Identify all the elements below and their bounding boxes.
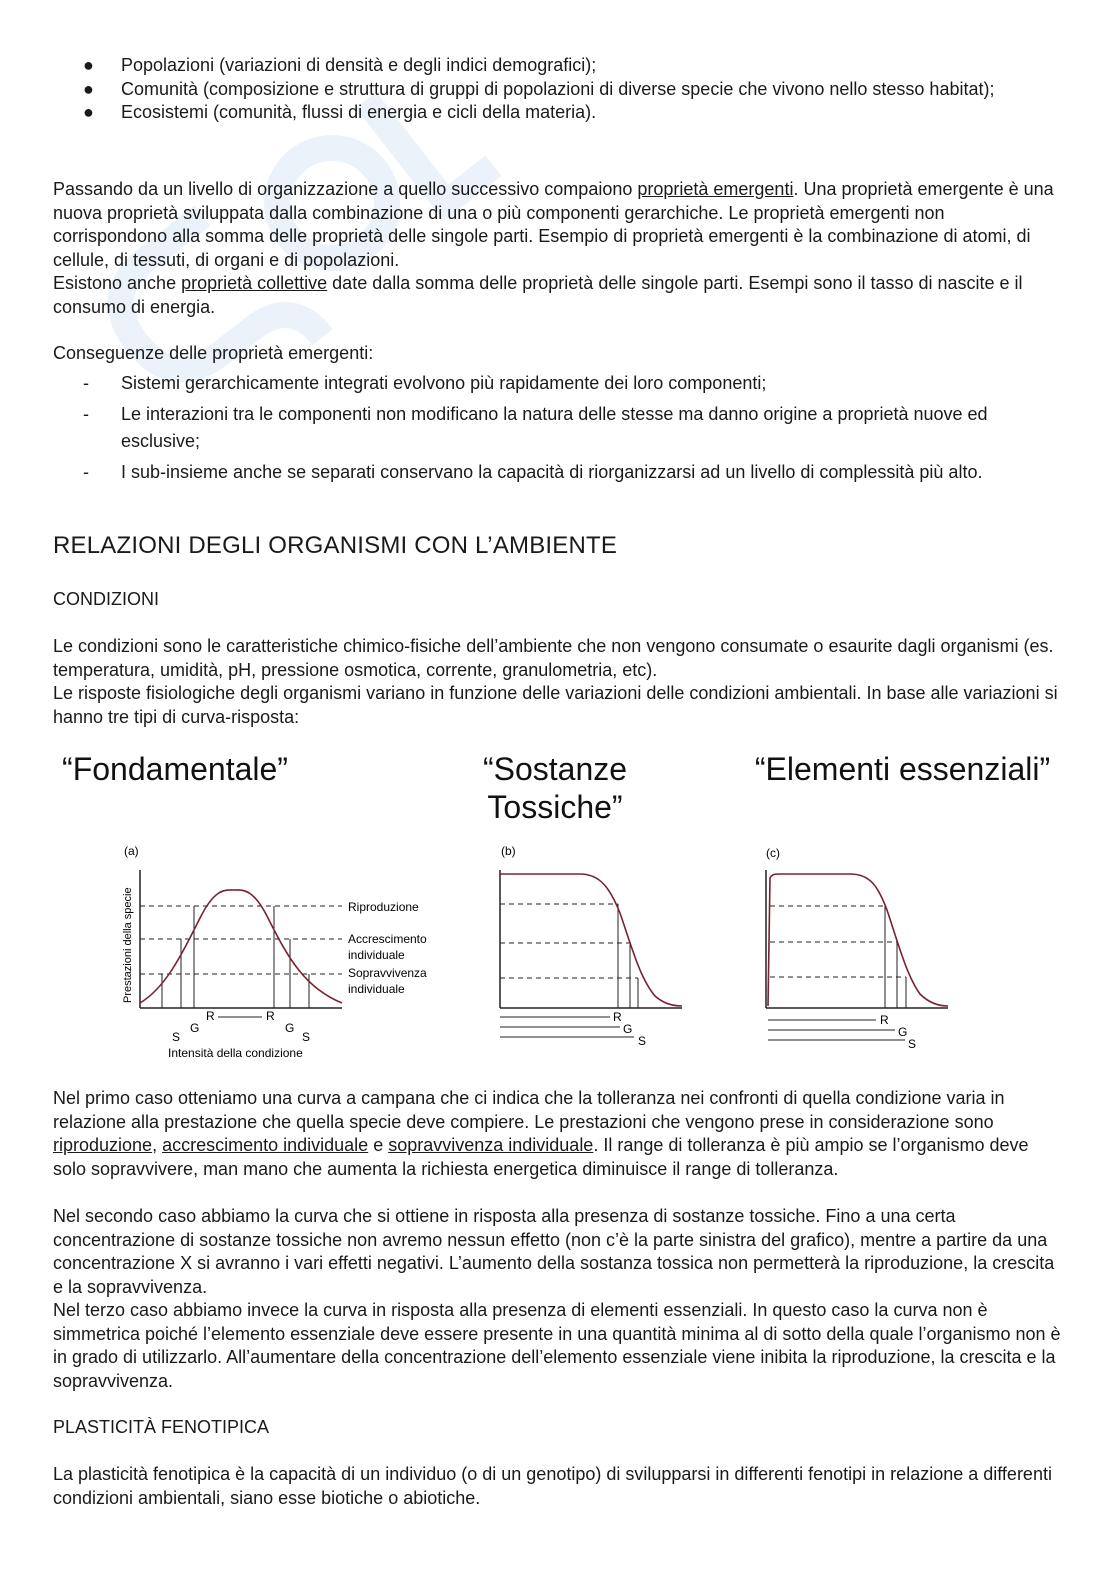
label-sopravvivenza-2: individuale [348,982,405,996]
range-label-r: R [880,1013,889,1027]
panel-c [766,846,948,1051]
label-riproduzione: Riproduzione [348,900,419,914]
consequences-intro: Conseguenze delle proprietà emergenti: [53,343,374,363]
list-item: ● Popolazioni (variazioni di densità e degli indici demografici); [83,55,597,75]
consequences-list [53,370,1063,486]
panel-b-label: (b) [501,844,516,858]
paragraph-case-1: Nel primo caso otteniamo una curva a campana che ci indica che la tolleranza nei confronti di quella condizione varia in relazione alla prestazione che quella specie deve compiere. Le prestazioni che vengono prese in considerazione sono riproduzione, accrescimento individuale e sopravvivenza individuale. Il range di tolleranza è più ampio se l’organismo deve solo sopravvivere, man mano che aumenta la richiesta energetica diminuisce il range di tolleranza. [53,1088,1029,1179]
range-label-g: G [285,1021,295,1035]
x-axis-label: Intensità della condizione [168,1046,303,1060]
paragraph-case-3: Nel terzo caso abbiamo invece la curva in risposta alla presenza di elementi essenziali. In questo caso la curva non è simmetrica poiché l’elemento essenziale deve essere presente in una quantità minima al di sotto della quale l’organismo non è in grado di utilizzarlo. All’aumentare della concentrazione dell’elemento essenziale viene inibita la riproduzione, la crescita e la sopravvivenza. [53,1300,1061,1391]
paragraph-case-2: Nel secondo caso abbiamo la curva che si ottiene in risposta alla presenza di sostanze tossiche. Fino a una certa concentrazione di sostanze tossiche non avremo nessun effetto (non c’è la parte sinistra del grafico), mentre a partire da una concentrazione X si avranno i vari effetti negativi. L’aumento della sostanza tossica non permetterà la riproduzione, la crescita e la sopravvivenza. [53,1206,1055,1297]
top-bullet-list [53,54,1063,125]
label-sopravvivenza: Sopravvivenza [348,966,427,980]
range-label-g: G [898,1025,908,1039]
list-item: ● Comunità (composizione e struttura di gruppi di popolazioni di diverse specie che vivono nello stesso habitat); [83,78,995,99]
panel-b [500,844,682,1048]
term-emergent: proprietà emergenti [637,179,794,199]
term-accrescimento: accrescimento individuale [162,1135,369,1155]
panel-a-label: (a) [124,844,139,858]
term-sopravvivenza: sopravvivenza individuale [388,1135,594,1155]
range-label-s: S [908,1037,917,1051]
term-riproduzione: riproduzione [53,1135,153,1155]
range-label-s: S [302,1030,311,1044]
toxic-curve [500,874,682,1006]
paragraph-responses: Le risposte fisiologiche degli organismi variano in funzione delle variazioni delle condizioni ambientali. In base alle variazioni si hanno tre tipi di curva-risposta: [53,683,1058,727]
paragraph-collective: Esistono anche proprietà collettive date dalla somma delle proprietà delle singole parti. Esempi sono il tasso di nascite e il consumo di energia. [53,273,1023,317]
list-item: - I sub-insieme anche se separati conservano la capacità di riorganizzarsi ad un livello di complessità più alto. [83,462,983,482]
term-collective: proprietà collettive [181,273,328,293]
subsection-heading-plasticity: PLASTICITÀ FENOTIPICA [53,1417,270,1437]
section-heading: RELAZIONI DEGLI ORGANISMI CON L’AMBIENTE [53,532,618,559]
range-label-s: S [638,1034,647,1048]
paragraph-emergent: Passando da un livello di organizzazione a quello successivo compaiono proprietà emergenti. Una proprietà emergente è una nuova proprietà sviluppata dalla combinazione di una o più componenti gerarchiche. Le proprietà emergenti non corrispondono alla somma delle proprietà delle singole parti. Esempio di proprietà emergenti è la combinazione di atomi, di cellule, di tessuti, di organi e di popolazioni. [53,179,1054,270]
figure-title-fundamental: “Fondamentale” [62,751,288,787]
figure-title-essential: “Elementi essenziali” [754,751,1051,787]
range-label-s: S [172,1030,181,1044]
panel-c-label: (c) [766,846,780,860]
paragraph-plasticity: La plasticità fenotipica è la capacità di un individuo (o di un genotipo) di svilupparsi in differenti fenotipi in relazione a differenti condizioni ambientali, siano esse biotiche o abiotiche. [53,1464,1052,1508]
range-label-g: G [623,1022,633,1036]
list-item: ● Ecosistemi (comunità, flussi di energia e cicli della materia). [83,102,597,122]
figure-title-toxic: “Sostanze Tossiche” [482,751,628,825]
range-label-r: R [613,1010,622,1024]
essential-curve [768,874,948,1006]
bell-curve [140,890,342,1003]
y-axis-label: Prestazioni della specie [122,887,134,1003]
range-label-r: R [266,1009,275,1023]
list-item: - Sistemi gerarchicamente integrati evolvono più rapidamente dei loro componenti; [83,373,767,393]
response-curves-figure [110,838,960,1070]
label-accrescimento-2: individuale [348,948,405,962]
paragraph-conditions: Le condizioni sono le caratteristiche chimico-fisiche dell’ambiente che non vengono consumate o esaurite dagli organismi (es. temperatura, umidità, pH, pressione osmotica, corrente, granulometria, etc). [53,636,1054,680]
panel-a [122,844,427,1060]
list-item: - Le interazioni tra le componenti non modificano la natura delle stesse ma danno origine a proprietà nuove ed esclusive; [83,404,988,451]
subsection-heading: CONDIZIONI [53,589,159,609]
label-accrescimento: Accrescimento [348,932,427,946]
range-label-r: R [206,1009,215,1023]
range-label-g: G [190,1021,200,1035]
